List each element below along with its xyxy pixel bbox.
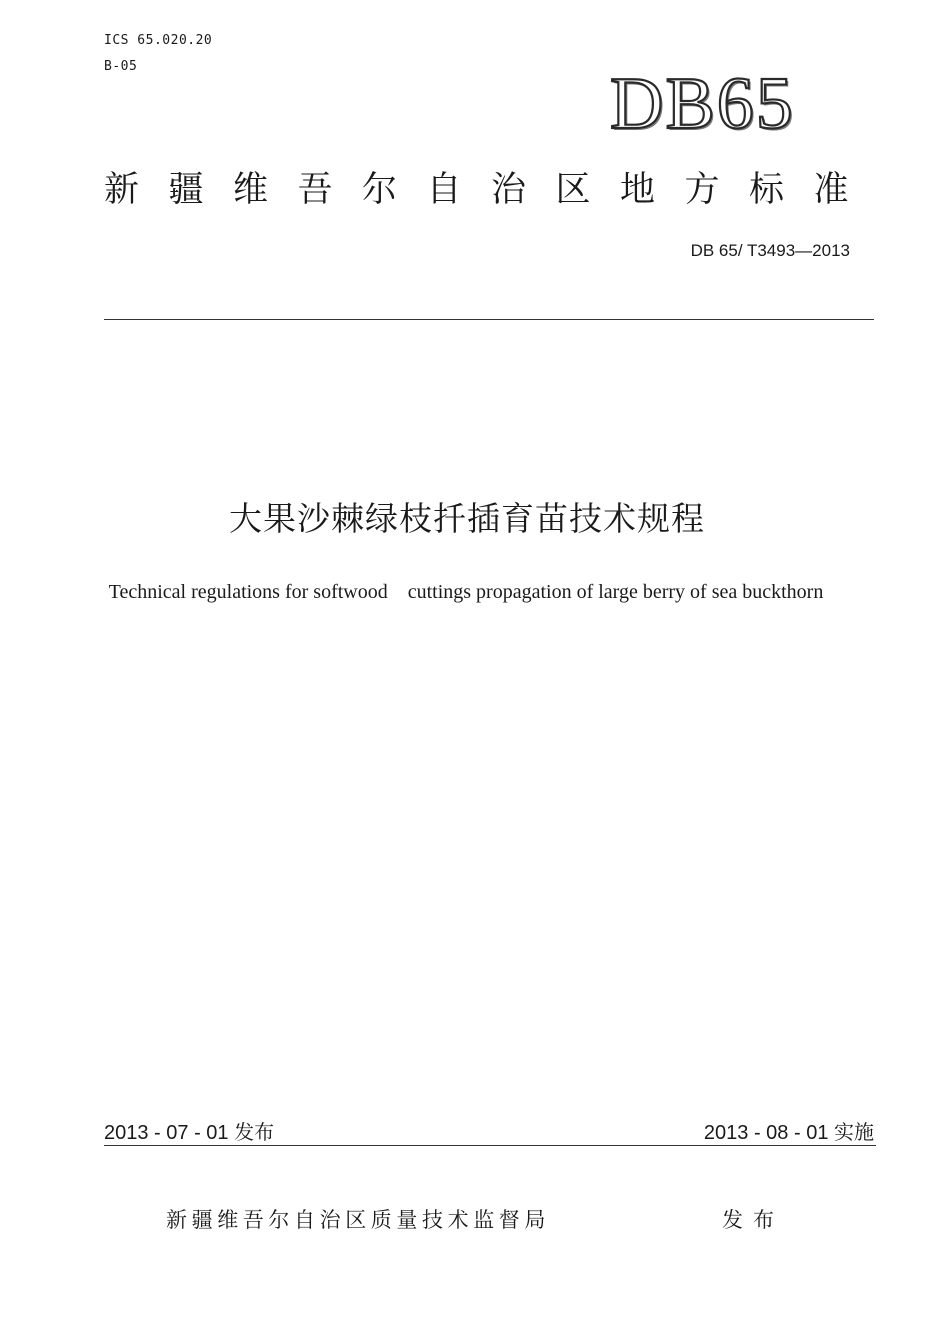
standard-number: DB 65/ T3493—2013	[690, 241, 850, 260]
publisher-name: 新疆维吾尔自治区质量技术监督局	[166, 1208, 550, 1232]
implementation-date: 2013 - 08 - 01 实施	[703, 1122, 874, 1144]
top-divider	[104, 319, 874, 320]
ics-code: ICS 65.020.20	[104, 33, 213, 48]
issue-date: 2013 - 07 - 01 发布	[104, 1122, 275, 1144]
category-code: B-05	[104, 59, 138, 74]
standard-type-title: 新疆维吾尔自治区地方标准	[104, 170, 879, 210]
bottom-divider	[104, 1145, 876, 1146]
chinese-title: 大果沙棘绿枝扦插育苗技术规程	[229, 499, 705, 538]
standard-logo: DB65	[610, 63, 795, 145]
english-title: Technical regulations for softwood cuttings propagation of large berry of sea buckthorn	[108, 581, 824, 603]
publish-label: 发布	[722, 1208, 784, 1232]
